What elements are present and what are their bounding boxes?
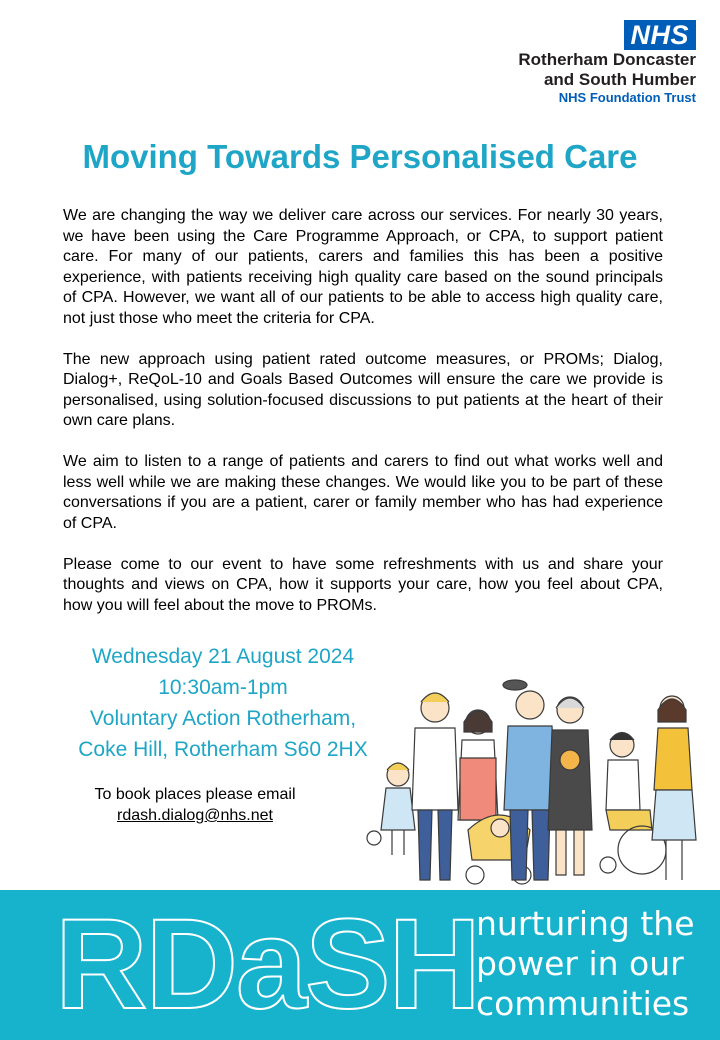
booking-text: To book places please email: [94, 786, 296, 803]
paragraph-invite: Please come to our event to have some refreshments with us and share your thoughts and views on CPA, how it supports your care, how you feel about CPA, how you will feel about the move to PROMs.: [63, 555, 663, 614]
grandfather-figure: [503, 680, 556, 880]
paragraph-new-approach: The new approach using patient rated outcome measures, or PROMs; Dialog, Dialog+, ReQoL-10 and Goals Based Outcomes will ensure the care we provide is personalised, using solution-focused discussions to put patients at the heart of their own care plans.: [63, 350, 663, 429]
footer-banner: [0, 890, 720, 1040]
nhs-logo: NHS: [624, 20, 696, 50]
event-details: [58, 641, 388, 765]
grandmother-figure: [548, 697, 592, 875]
child-figure: [367, 763, 415, 855]
paragraph-listen: We aim to listen to a range of patients and carers to find out what works well and less well while we are making these changes. We would like you to be part of these conversations if you are a patient, carer or family member who has had experience of CPA.: [63, 453, 663, 532]
tagline-line3: communities: [476, 984, 690, 1023]
woman-figure: [458, 710, 498, 820]
page-title: Moving Towards Personalised Care: [82, 138, 638, 175]
booking-email-link[interactable]: rdash.dialog@nhs.net: [117, 807, 273, 824]
man-figure: [412, 693, 458, 880]
trust-subtitle: NHS Foundation Trust: [558, 90, 696, 105]
event-address: Coke Hill, Rotherham S60 2HX: [78, 738, 368, 761]
carer-figure: [652, 696, 696, 880]
nhs-trust-logo: [518, 20, 696, 106]
body-text: [63, 206, 663, 637]
tagline-line1: nurturing the: [476, 904, 695, 943]
trust-name-line2: and South Humber: [543, 70, 696, 89]
event-venue: Voluntary Action Rotherham,: [89, 707, 357, 730]
booking-info: [60, 784, 330, 826]
rdash-brand: RDaSH: [55, 893, 479, 1036]
event-time: 10:30am-1pm: [158, 676, 288, 699]
paragraph-intro: We are changing the way we deliver care across our services. For nearly 30 years, we have been using the Care Programme Approach, or CPA, to support patient care. For many of our patients, carers and families this has been a positive experience, with patients receiving high quality care based on the sound principals of CPA. However, we want all of our patients to be able to access high quality care, not just those who meet the criteria for CPA.: [63, 207, 663, 327]
trust-name-line1: Rotherham Doncaster: [518, 50, 696, 69]
tagline-line2: power in our: [476, 944, 684, 983]
footer-tagline: [476, 904, 695, 1024]
family-illustration: [360, 670, 710, 892]
event-date: Wednesday 21 August 2024: [91, 645, 355, 668]
